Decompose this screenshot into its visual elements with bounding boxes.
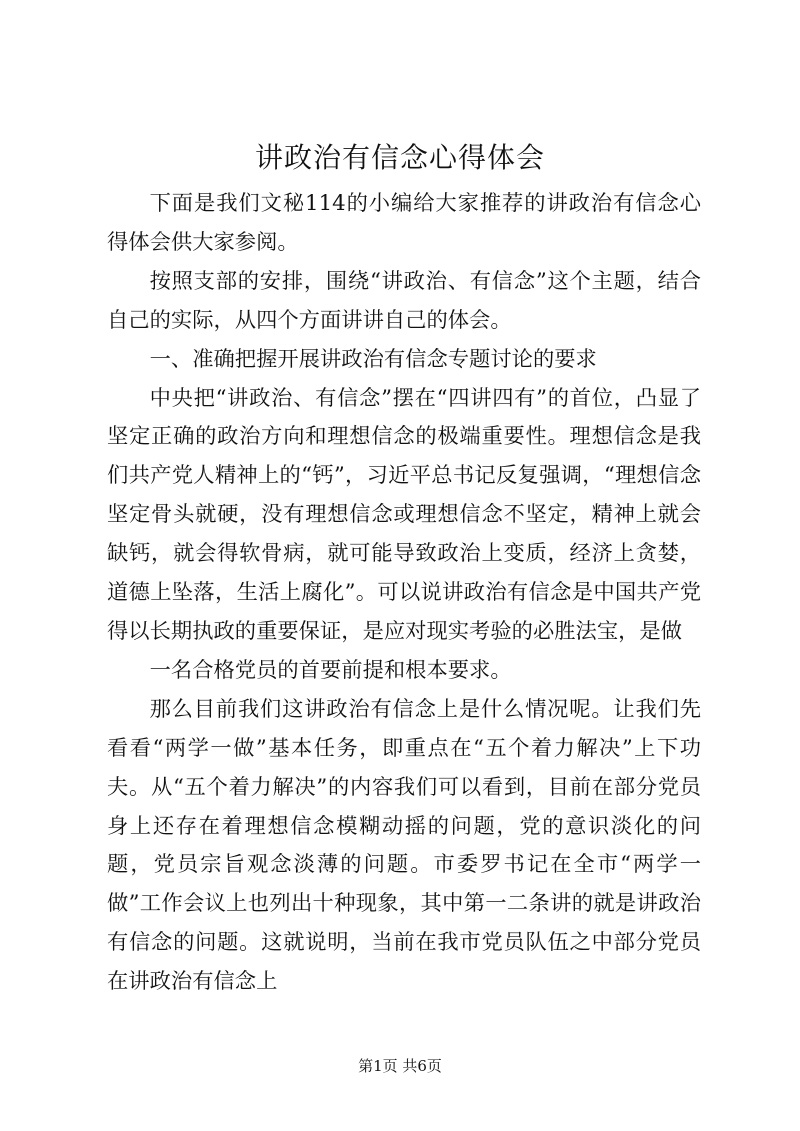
document-title: 讲政治有信念心得体会 [254, 141, 545, 174]
page-number-footer: 第1页 共6页 [358, 1057, 442, 1075]
document-body [107, 185, 701, 1002]
paragraph-member: 一名合格党员的首要前提和根本要求。 [149, 657, 512, 683]
paragraph-arrangement: 按照支部的安排，围绕“讲政治、有信念”这个主题，结合自己的实际，从四个方面讲讲自己的体会。 [107, 268, 701, 333]
section-heading-1: 一、准确把握开展讲政治有信念专题讨论的要求 [149, 346, 597, 372]
paragraph-central: 中央把“讲政治、有信念”摆在“四讲四有”的首位，凸显了坚定正确的政治方向和理想信念的极端重要性。理想信念是我们共产党人精神上的“钙”，习近平总书记反复强调，“理想信念坚定骨头就硬，没有理想信念或理想信念不坚定，精神上就会缺钙，就会得软骨病，就可能导致政治上变质，经济上贪婪，道德上坠落，生活上腐化”。可以说讲政治有信念是中国共产党得以长期执政的重要保证，是应对现实考验的必胜法宝，是做 [107, 385, 701, 644]
paragraph-intro: 下面是我们文秘114的小编给大家推荐的讲政治有信念心得体会供大家参阅。 [107, 191, 701, 255]
paragraph-current-situation: 那么目前我们这讲政治有信念上是什么情况呢。让我们先看看“两学一做”基本任务，即重点在“五个着力解决”上下功夫。从“五个着力解决”的内容我们可以看到，目前在部分党员身上还存在着理想信念模糊动摇的问题，党的意识淡化的问题，党员宗旨观念淡薄的问题。市委罗书记在全市“两学一做”工作会议上也列出十种现象，其中第一二条讲的就是讲政治有信念的问题。这就说明，当前在我市党员队伍之中部分党员在讲政治有信念上 [107, 696, 701, 995]
